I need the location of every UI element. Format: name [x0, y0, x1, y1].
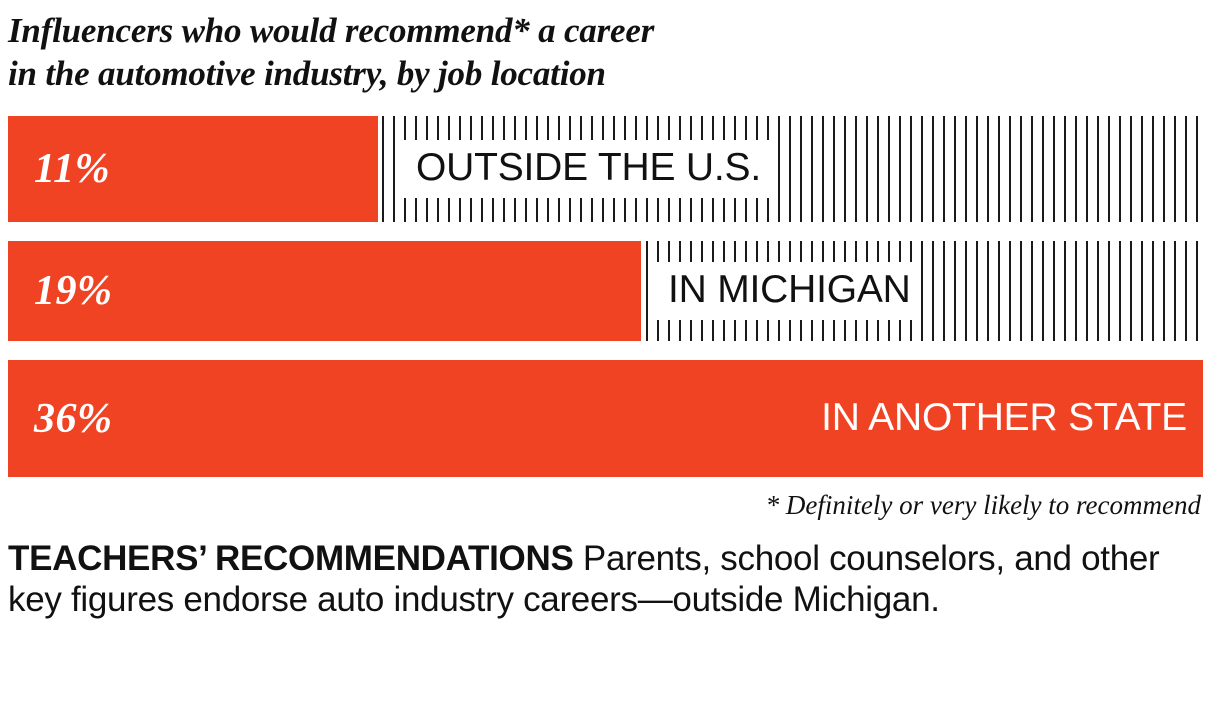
- bar-row-outside-the-us[interactable]: [8, 116, 1203, 222]
- bar-label-in-michigan: IN MICHIGAN: [656, 262, 921, 320]
- bar-label-outside-the-us: OUTSIDE THE U.S.: [404, 140, 771, 198]
- chart-title-line-2: in the automotive industry, by job location: [8, 53, 606, 93]
- caption-body: Parents, school counselors, and other key figures endorse auto industry careers—outside Michigan.: [8, 539, 1160, 620]
- bar-value-in-another-state: 36%: [34, 395, 113, 442]
- row-gap-1: [8, 222, 1203, 241]
- bar-label-in-another-state: IN ANOTHER STATE: [821, 395, 1187, 439]
- bar-row-in-another-state[interactable]: [8, 360, 1203, 477]
- chart-title: [8, 10, 928, 95]
- caption-headline: TEACHERS’ RECOMMENDATIONS: [8, 539, 574, 578]
- bar-value-outside-the-us: 11%: [34, 146, 111, 192]
- bar-value-in-michigan: 19%: [34, 268, 113, 314]
- caption-block: [8, 538, 1198, 621]
- chart-title-line-1: Influencers who would recommend* a career: [8, 11, 655, 50]
- bar-row-in-michigan[interactable]: [8, 241, 1203, 341]
- row-gap-2: [8, 341, 1203, 360]
- chart-footnote: * Definitely or very likely to recommend: [752, 486, 1203, 525]
